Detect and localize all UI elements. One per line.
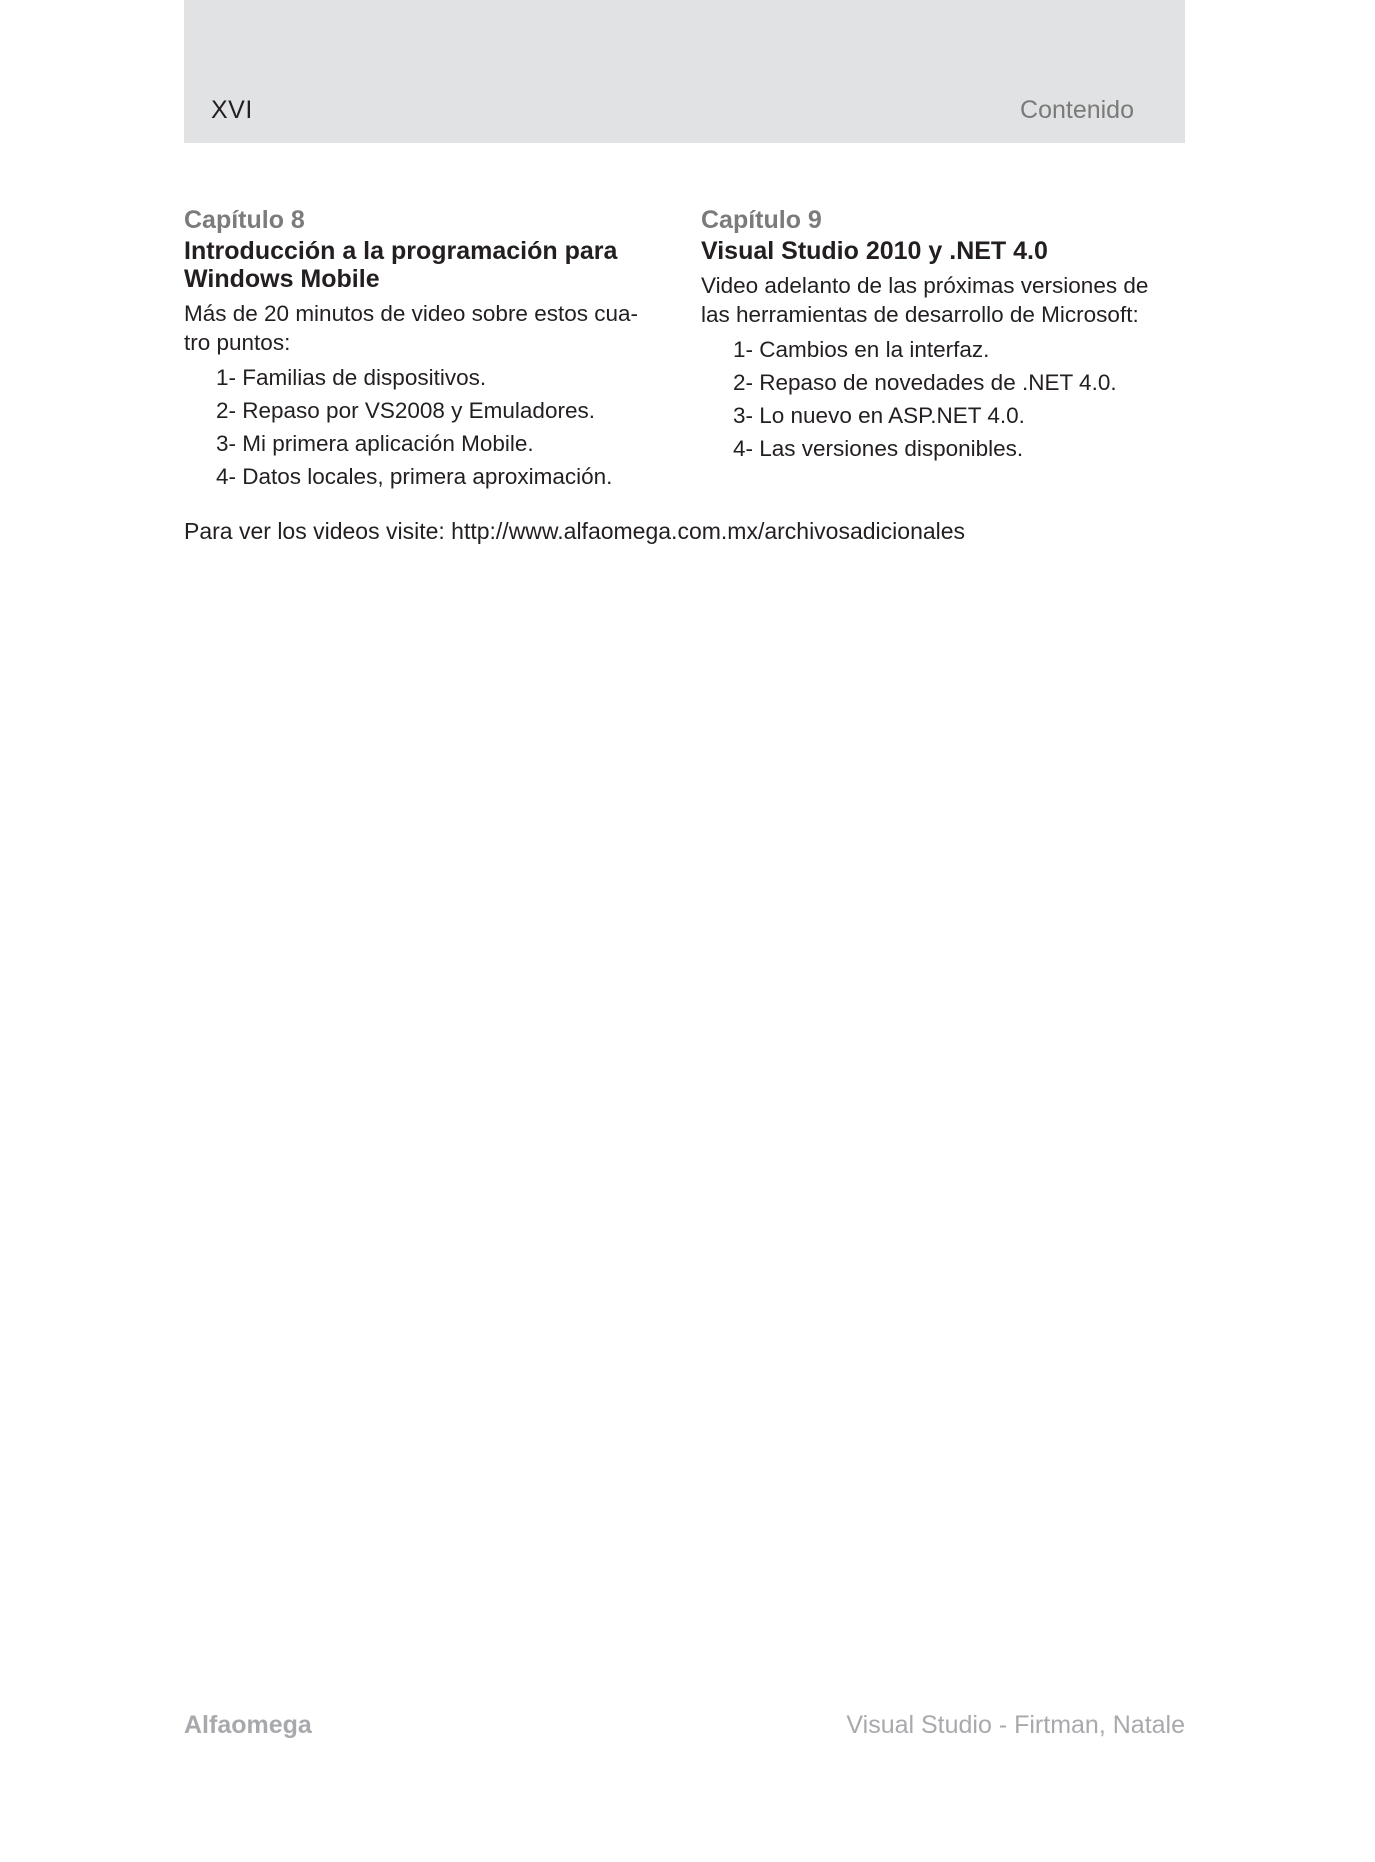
chapter-label: Capítulo 8 <box>184 206 305 234</box>
publisher-footer: Alfaomega <box>184 1711 312 1739</box>
list-item: 1- Familias de dispositivos. <box>216 365 487 390</box>
page-number: XVI <box>211 96 253 124</box>
chapter-title <box>184 237 668 293</box>
chapter-description-line: Video adelanto de las próximas versiones de <box>701 273 1149 298</box>
chapter-description-line: las herramientas de desarrollo de Microsoft: <box>701 302 1139 327</box>
chapter-label: Capítulo 9 <box>701 206 822 234</box>
list-item: 3- Lo nuevo en ASP.NET 4.0. <box>733 403 1025 428</box>
chapter-title-line: Windows Mobile <box>184 265 380 293</box>
section-title: Contenido <box>1020 96 1134 124</box>
list-item: 2- Repaso de novedades de .NET 4.0. <box>733 370 1117 395</box>
videos-link-note: Para ver los videos visite: http://www.alfaomega.com.mx/archivosadicionales <box>184 518 966 544</box>
chapter-title <box>701 237 1185 265</box>
chapter-title-line: Visual Studio 2010 y .NET 4.0 <box>701 237 1048 265</box>
chapter-points-list <box>184 361 668 493</box>
page-header <box>184 0 1185 143</box>
chapter-title-line: Introducción a la programación para <box>184 237 618 265</box>
chapter-description-line: Más de 20 minutos de video sobre estos cua- <box>184 301 638 326</box>
chapter-description-line: tro puntos: <box>184 330 291 355</box>
chapter-points-list <box>701 333 1185 465</box>
chapter-description <box>701 271 1185 329</box>
list-item: 3- Mi primera aplicación Mobile. <box>216 431 534 456</box>
list-item: 4- Las versiones disponibles. <box>733 436 1024 461</box>
list-item: 4- Datos locales, primera aproximación. <box>216 464 613 489</box>
list-item: 2- Repaso por VS2008 y Emuladores. <box>216 398 595 423</box>
list-item: 1- Cambios en la interfaz. <box>733 337 990 362</box>
chapter-8-block <box>184 205 668 493</box>
book-footer: Visual Studio - Firtman, Natale <box>846 1711 1185 1739</box>
chapter-description <box>184 299 668 357</box>
chapter-9-block <box>701 205 1185 465</box>
